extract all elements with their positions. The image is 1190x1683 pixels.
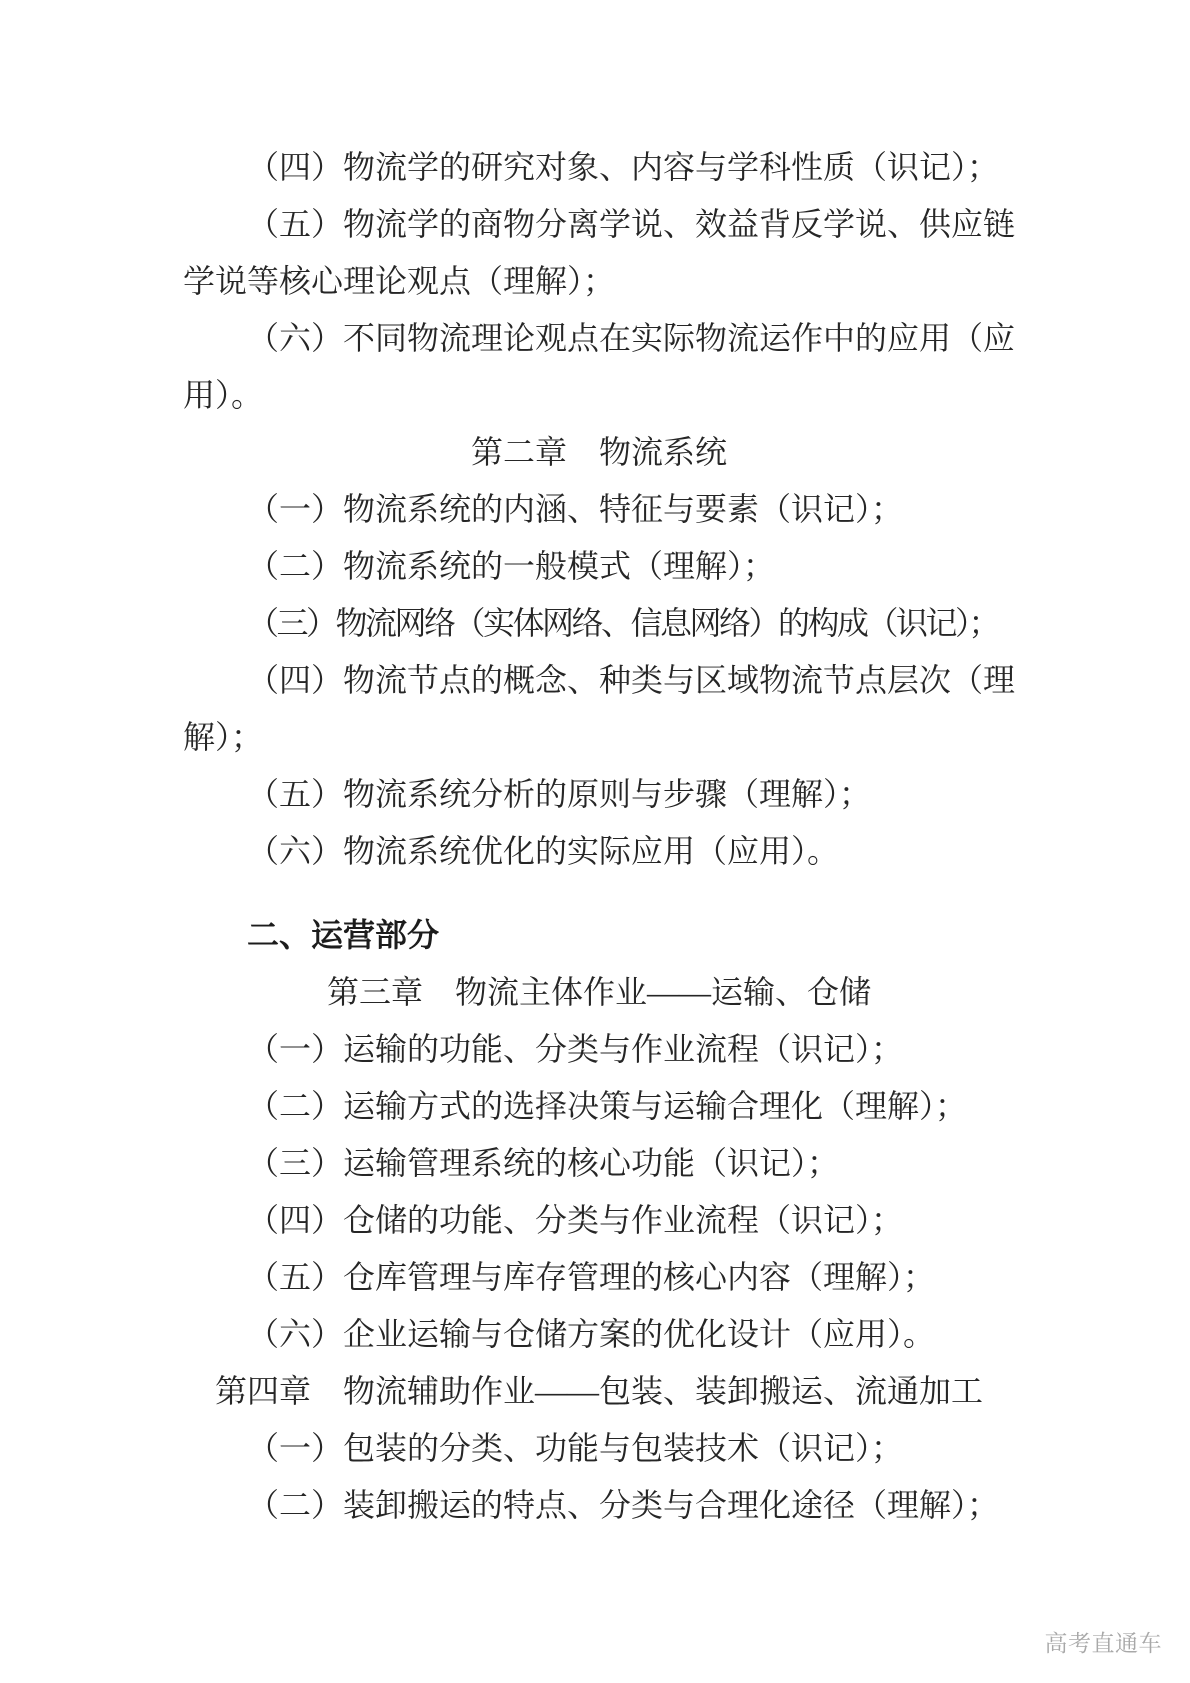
text-line: （二）装卸搬运的特点、分类与合理化途径（理解）；	[247, 1487, 1000, 1523]
watermark: 高考直通车	[1044, 1630, 1162, 1656]
text-line: （四）物流学的研究对象、内容与学科性质（识记）；	[247, 149, 1000, 185]
text-line: （四）物流节点的概念、种类与区域物流节点层次（理	[247, 662, 1016, 698]
text-line: （六）物流系统优化的实际应用（应用）。	[247, 833, 840, 869]
text-line: （五）物流系统分析的原则与步骤（理解）；	[247, 776, 872, 812]
text-line: 用）。	[183, 377, 264, 413]
text-line: （五）物流学的商物分离学说、效益背反学说、供应链	[247, 206, 1016, 242]
text-line: （二）物流系统的一般模式（理解）；	[247, 548, 776, 584]
text-line: （三）物流网络（实体网络、信息网络）的构成（识记）；	[247, 605, 999, 641]
text-line: （五）仓库管理与库存管理的核心内容（理解）；	[247, 1259, 936, 1295]
section-heading: 二、运营部分	[247, 917, 440, 953]
chapter-heading: 第四章 物流辅助作业——包装、装卸搬运、流通加工	[214, 1373, 983, 1409]
text-line: （六）不同物流理论观点在实际物流运作中的应用（应	[247, 320, 1016, 356]
text-line: 解）；	[183, 719, 264, 755]
text-line: 学说等核心理论观点（理解）；	[183, 263, 616, 299]
text-line: （二）运输方式的选择决策与运输合理化（理解）；	[247, 1088, 968, 1124]
chapter-heading: 第二章 物流系统	[470, 434, 727, 470]
chapter-heading: 第三章 物流主体作业——运输、仓储	[326, 974, 871, 1010]
text-line: （一）物流系统的内涵、特征与要素（识记）；	[247, 491, 904, 527]
text-line: （四）仓储的功能、分类与作业流程（识记）；	[247, 1202, 904, 1238]
text-line: （一）运输的功能、分类与作业流程（识记）；	[247, 1031, 904, 1067]
text-line: （一）包装的分类、功能与包装技术（识记）；	[247, 1430, 904, 1466]
text-line: （三）运输管理系统的核心功能（识记）；	[247, 1145, 840, 1181]
document-body	[183, 139, 1015, 1534]
text-line: （六）企业运输与仓储方案的优化设计（应用）。	[247, 1316, 936, 1352]
